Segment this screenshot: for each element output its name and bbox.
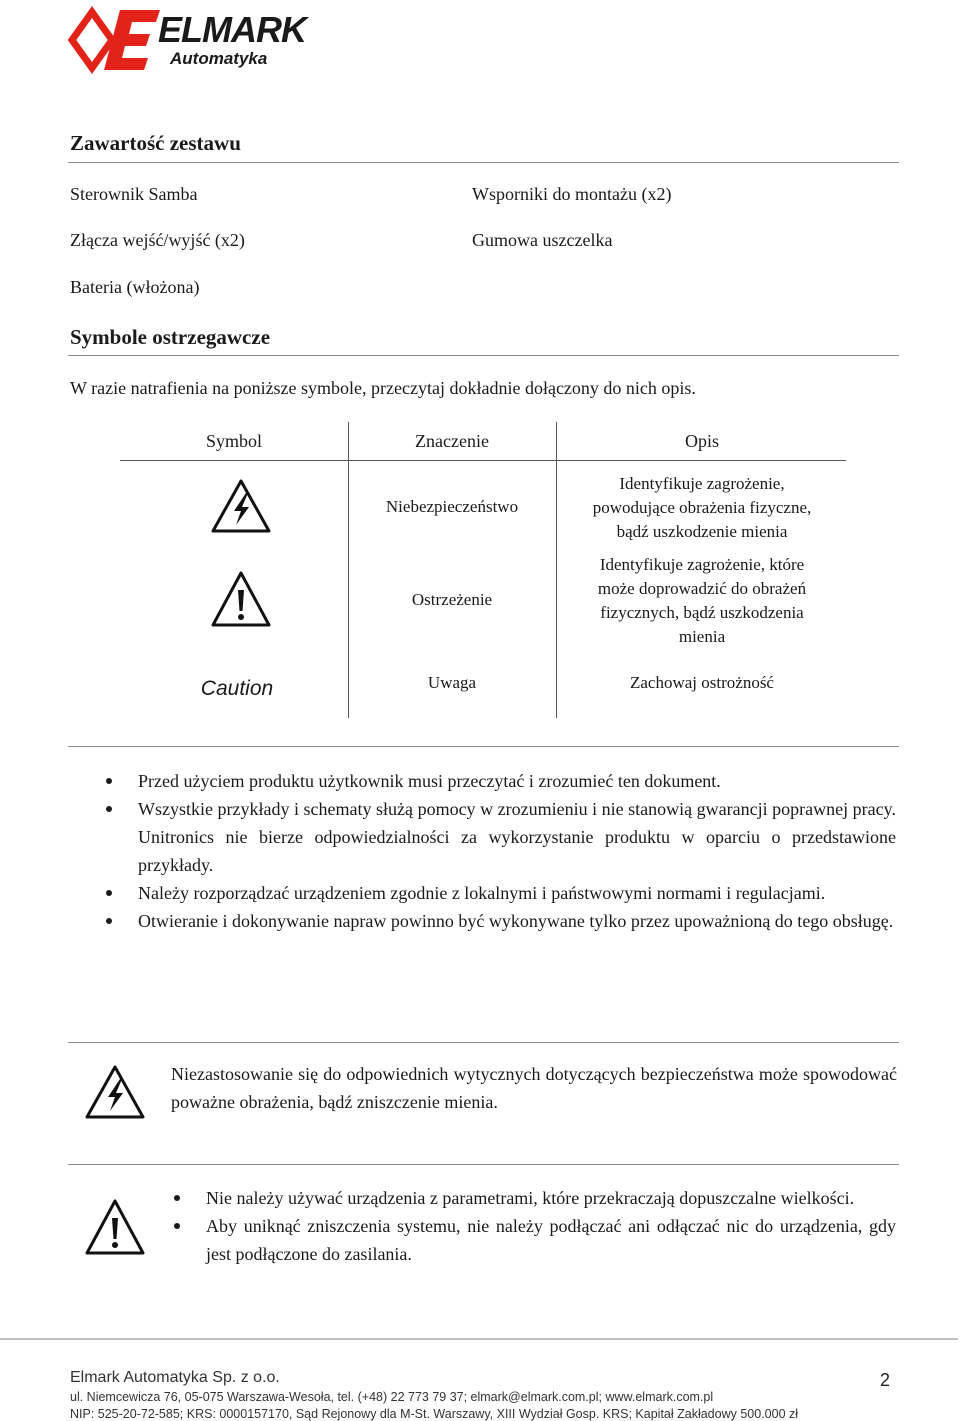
caution-symbol-text: Caution: [200, 677, 274, 700]
kit-title: Zawartość zestawu: [70, 131, 241, 155]
kit-item: Złącza wejść/wyjść (x2): [70, 230, 245, 250]
symbols-intro: W razie natrafienia na poniższe symbole, przeczytaj dokładnie dołączony do nich opis.: [70, 378, 696, 398]
list-item: Otwieranie i dokonywanie napraw powinno być wykonywane tylko przez upoważnioną do tego obsługę.: [138, 907, 896, 935]
list-item: Przed użyciem produktu użytkownik musi przeczytać i zrozumieć ten dokument.: [138, 767, 896, 795]
kit-title-rule: [68, 162, 899, 163]
warning-box-rule: [68, 1164, 899, 1165]
kit-item: Gumowa uszczelka: [472, 230, 613, 250]
footer-company: Elmark Automatyka Sp. z o.o.: [70, 1369, 280, 1386]
notes-rule: [68, 746, 899, 747]
row-description: Identyfikuje zagrożenie, które może doprowadzić do obrażeń fizycznych, bądź uszkodzenia mienia: [597, 555, 807, 646]
electric-hazard-icon: [84, 1064, 146, 1120]
kit-item: Bateria (włożona): [70, 277, 200, 297]
row-description: Identyfikuje zagrożenie, powodujące obrażenia fizyczne, bądź uszkodzenie mienia: [592, 474, 812, 541]
logo-mark-icon: [72, 10, 160, 70]
warning-exclamation-icon: [84, 1198, 146, 1256]
list-item: Aby uniknąć zniszczenia systemu, nie należy podłączać ani odłączać nic do urządzenia, gdy jest podłączone do zasilania.: [206, 1212, 896, 1268]
footer-address: ul. Niemcewicza 76, 05-075 Warszawa-Wesoła, tel. (+48) 22 773 79 37; elmark@elmark.com.pl; www.elmark.com.pl: [70, 1390, 714, 1404]
kit-item: Wsporniki do montażu (x2): [472, 184, 672, 204]
row-description: Zachowaj ostrożność: [630, 673, 774, 692]
list-item: Wszystkie przykłady i schematy służą pomocy w zrozumieniu i nie stanowią gwarancji poprawnej pracy. Unitronics nie bierze odpowiedzialności za wykorzystanie produktu w oparciu o przedstawione przykłady.: [138, 795, 896, 879]
row-meaning: Uwaga: [427, 673, 477, 692]
footer-rule: [0, 1338, 958, 1340]
list-item: Nie należy używać urządzenia z parametrami, które przekraczają dopuszczalne wielkości.: [206, 1184, 896, 1212]
brand-subtitle: Automatyka: [170, 49, 268, 68]
symbols-title-rule: [68, 355, 899, 356]
row-meaning: Niebezpieczeństwo: [385, 497, 519, 516]
electric-hazard-icon: [210, 478, 272, 534]
kit-item: Sterownik Samba: [70, 184, 198, 204]
col-header-symbol: Symbol: [205, 431, 262, 451]
symbol-table: [120, 422, 848, 718]
footer-registry: NIP: 525-20-72-585; KRS: 0000157170, Sąd Rejonowy dla M-St. Warszawy, XIII Wydział Gosp. KRS; Kapitał Zakładowy 500.000 zł: [70, 1407, 799, 1421]
brand-name: ELMARK: [158, 9, 306, 50]
warning-exclamation-icon: [210, 570, 272, 628]
notes-list: [138, 767, 896, 935]
table-header-rule: [120, 460, 846, 461]
row-meaning: Ostrzeżenie: [411, 590, 493, 609]
danger-box-rule: [68, 1042, 899, 1043]
danger-warning-text: Niezastosowanie się do odpowiednich wytycznych dotyczących bezpieczeństwa może spowodować poważne obrażenia, bądź zniszczenie mienia.: [171, 1064, 897, 1112]
warning-list: [206, 1184, 896, 1268]
list-item: Należy rozporządzać urządzeniem zgodnie z lokalnymi i państwowymi normami i regulacjami.: [138, 879, 896, 907]
page-number: 2: [880, 1370, 891, 1390]
col-header-meaning: Znaczenie: [415, 431, 489, 451]
col-header-description: Opis: [684, 431, 719, 451]
symbols-title: Symbole ostrzegawcze: [70, 325, 271, 349]
